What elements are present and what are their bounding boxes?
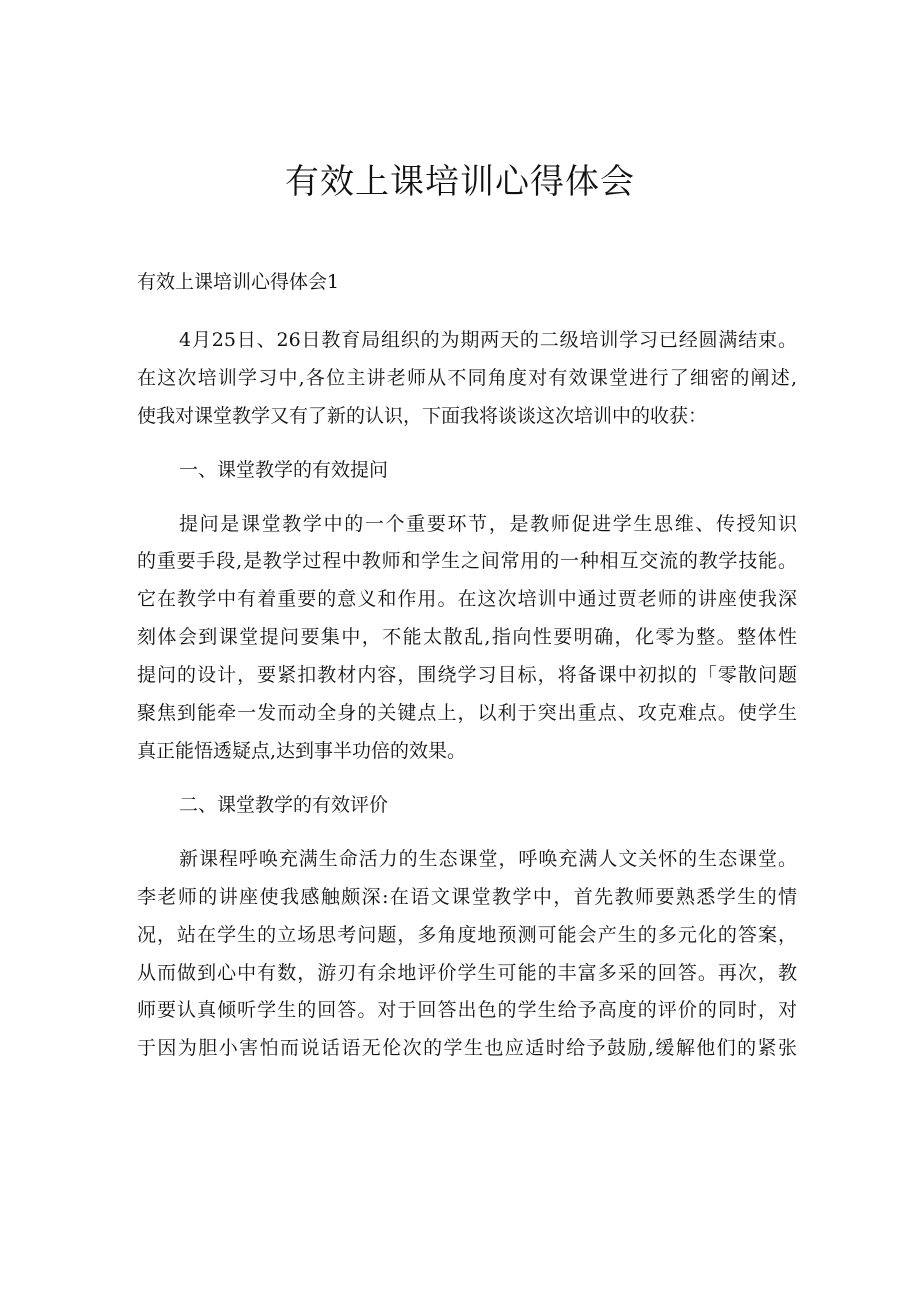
text-line: 刻体会到课堂提问要集中，不能太散乱,指向性要明确，化零为整。整体性 bbox=[137, 626, 797, 649]
document-body bbox=[137, 264, 797, 1068]
section-heading: 二、课堂教学的有效评价 bbox=[179, 793, 389, 816]
spacer bbox=[137, 825, 797, 841]
document-title: 有效上课培训心得体会 bbox=[285, 162, 635, 202]
text-line: 师要认真倾听学生的回答。对于回答出色的学生给予高度的评价的同时，对 bbox=[137, 999, 797, 1022]
paragraph-intro bbox=[137, 322, 797, 436]
text-line: 新课程呼唤充满生命活力的生态课堂，呼唤充满人文关怀的生态课堂。 bbox=[179, 847, 797, 870]
spacer bbox=[137, 771, 797, 787]
heading-evaluation bbox=[137, 787, 797, 825]
section-label bbox=[137, 264, 797, 302]
text-line: 提问的设计，要紧扣教材内容，围绕学习目标，将备课中初拟的「零散问题 bbox=[137, 664, 797, 687]
section-label-text: 有效上课培训心得体会1 bbox=[137, 271, 340, 293]
spacer bbox=[137, 302, 797, 322]
spacer bbox=[137, 490, 797, 506]
text-line: 4月25日、26日教育局组织的为期两天的二级培训学习已经圆满结束。 bbox=[179, 328, 797, 351]
text-line: 的重要手段,是教学过程中教师和学生之间常用的一种相互交流的教学技能。 bbox=[137, 550, 797, 573]
text-line: 真正能悟透疑点,达到事半功倍的效果。 bbox=[137, 739, 467, 762]
spacer bbox=[137, 436, 797, 452]
text-line: 于因为胆小害怕而说话语无伦次的学生也应适时给予鼓励,缓解他们的紧张 bbox=[137, 1037, 797, 1060]
text-line: 在这次培训学习中,各位主讲老师从不同角度对有效课堂进行了细密的阐述, bbox=[137, 366, 797, 389]
text-line: 从而做到心中有数，游刃有余地评价学生可能的丰富多采的回答。再次，教 bbox=[137, 961, 797, 984]
heading-questioning bbox=[137, 452, 797, 490]
text-line: 李老师的讲座使我感触颇深:在语文课堂教学中，首先教师要熟悉学生的情 bbox=[137, 885, 797, 908]
text-line: 它在教学中有着重要的意义和作用。在这次培训中通过贾老师的讲座使我深 bbox=[137, 588, 797, 611]
text-line: 聚焦到能牵一发而动全身的关键点上，以利于突出重点、攻克难点。使学生 bbox=[137, 702, 797, 725]
text-line: 提问是课堂教学中的一个重要环节，是教师促进学生思维、传授知识 bbox=[179, 512, 797, 535]
section-heading: 一、课堂教学的有效提问 bbox=[179, 458, 389, 481]
paragraph-evaluation bbox=[137, 841, 797, 1068]
text-line: 使我对课堂教学又有了新的认识，下面我将谈谈这次培训中的收获： bbox=[137, 404, 708, 427]
text-line: 况，站在学生的立场思考问题，多角度地预测可能会产生的多元化的答案， bbox=[137, 923, 797, 946]
paragraph-questioning bbox=[137, 506, 797, 771]
